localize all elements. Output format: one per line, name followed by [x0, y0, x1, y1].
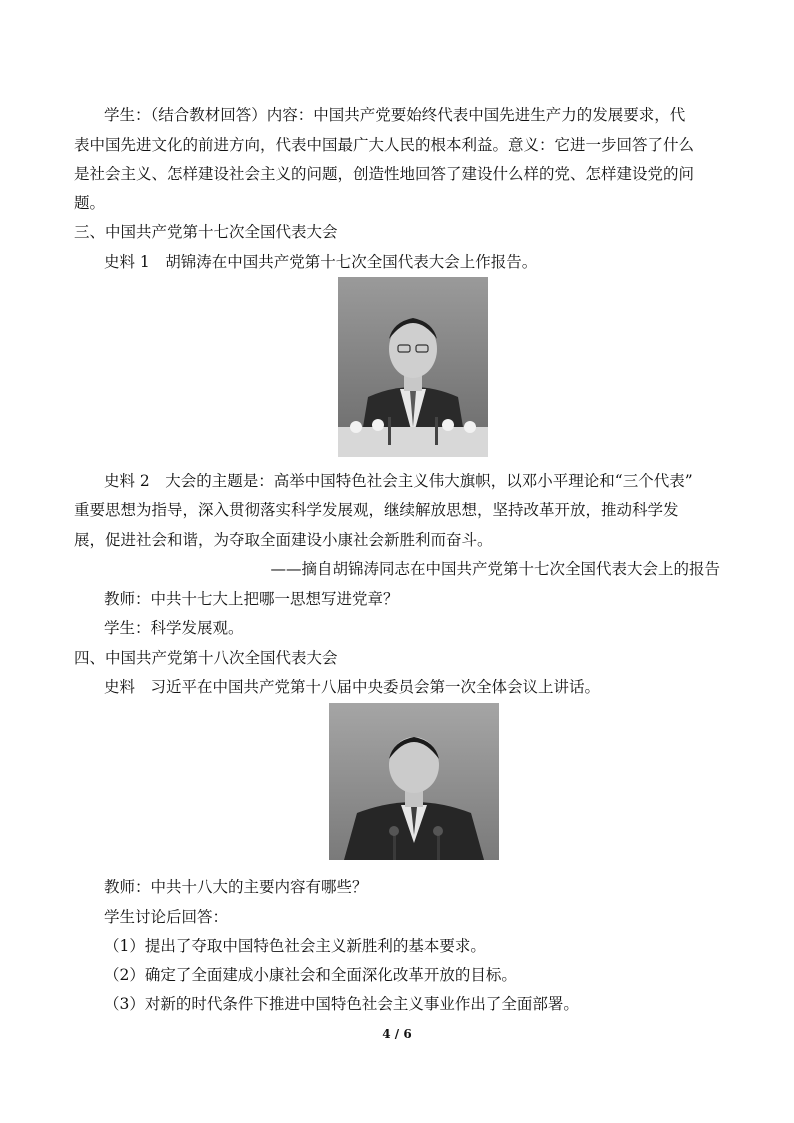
- page-number: 4 / 6: [382, 1027, 412, 1041]
- portrait-image: [338, 277, 488, 457]
- paragraph-line: 重要思想为指导，深入贯彻落实科学发展观，继续解放思想，坚持改革开放，推动科学发: [74, 501, 679, 519]
- student-answer: 学生：科学发展观。: [104, 619, 244, 637]
- answer-point: （1）提出了夺取中国特色社会主义新胜利的基本要求。: [104, 937, 486, 955]
- paragraph-line: 是社会主义、怎样建设社会主义的问题，创造性地回答了建设什么样的党、怎样建设党的问: [74, 165, 695, 183]
- speaker-photo: [329, 703, 499, 860]
- section-heading: 四、中国共产党第十八次全国代表大会: [74, 649, 338, 667]
- teacher-question: 教师：中共十七大上把哪一思想写进党章？: [104, 590, 399, 608]
- paragraph-line: 学生：（结合教材回答）内容：中国共产党要始终代表中国先进生产力的发展要求，代: [104, 106, 686, 124]
- paragraph-line: 表中国先进文化的前进方向，代表中国最广大人民的根本利益。意义：它进一步回答了什么: [74, 136, 695, 154]
- paragraph-line: 题。: [74, 194, 106, 212]
- speaker-photo: [338, 277, 488, 457]
- source-material-line: 史料 习近平在中国共产党第十八届中央委员会第一次全体会议上讲话。: [104, 678, 601, 696]
- citation-source: ——摘自胡锦涛同志在中国共产党第十七次全国代表大会上的报告: [270, 560, 720, 578]
- answer-point: （2）确定了全面建成小康社会和全面深化改革开放的目标。: [104, 966, 517, 984]
- paragraph-line: 展，促进社会和谐，为夺取全面建设小康社会新胜利而奋斗。: [74, 531, 493, 549]
- answer-point: （3）对新的时代条件下推进中国特色社会主义事业作出了全面部署。: [104, 995, 579, 1013]
- source-material-line: 史料 2 大会的主题是：高举中国特色社会主义伟大旗帜，以邓小平理论和“三个代表”: [104, 472, 693, 490]
- source-material-line: 史料 1 胡锦涛在中国共产党第十七次全国代表大会上作报告。: [104, 253, 538, 271]
- student-answer: 学生讨论后回答：: [104, 908, 229, 926]
- teacher-question: 教师：中共十八大的主要内容有哪些？: [104, 878, 368, 896]
- portrait-image: [329, 703, 499, 860]
- section-heading: 三、中国共产党第十七次全国代表大会: [74, 223, 338, 241]
